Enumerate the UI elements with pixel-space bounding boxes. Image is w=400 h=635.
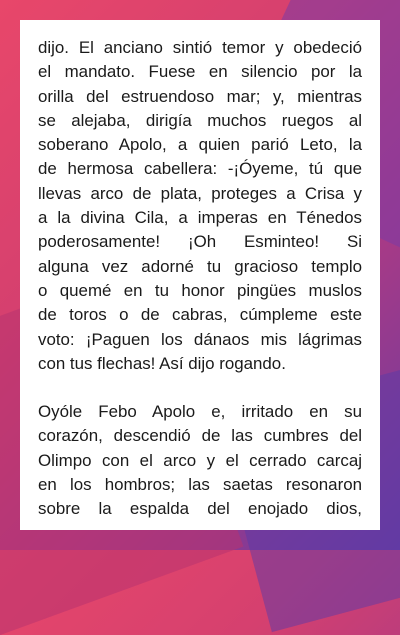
text-line: dijo. El anciano sintió temor y obedeció xyxy=(38,38,362,57)
text-line: orilla del estruendoso mar; y, mientras xyxy=(38,86,362,106)
text-line: de toros o de cabras, cúmpleme este xyxy=(38,305,362,325)
text-line: alguna vez adorné tu gracioso templo xyxy=(38,256,362,276)
text-line: a la divina Cila, a imperas en Ténedos xyxy=(38,208,362,228)
text-line: en los hombros; las saetas resonaron xyxy=(38,475,362,495)
text-line: Olimpo con el arco y el cerrado carcaj xyxy=(38,450,362,470)
text-line: o quemé en tu honor pingües muslos xyxy=(38,280,362,300)
text-line: Oyóle Febo Apolo e, irritado en su xyxy=(38,402,362,422)
text-line: sobre la espalda del enojado dios, xyxy=(38,499,362,519)
text-line: se alejaba, dirigía muchos ruegos al xyxy=(38,110,362,130)
text-line: poderosamente! ¡Oh Esminteo! Si xyxy=(38,232,362,252)
paragraph-1 xyxy=(38,36,362,376)
text-line: de hermosa cabellera: -¡Óyeme, tú que xyxy=(38,159,362,179)
text-panel xyxy=(20,20,380,530)
text-line: soberano Apolo, a quien parió Leto, la xyxy=(38,135,362,155)
text-line: llevas arco de plata, proteges a Crisa y xyxy=(38,183,362,203)
text-line: el mandato. Fuese en silencio por la xyxy=(38,62,362,82)
text-line: con tus flechas! Así dijo rogando. xyxy=(38,353,286,373)
text-line: corazón, descendió de las cumbres del xyxy=(38,426,362,446)
text-line: voto: ¡Paguen los dánaos mis lágrimas xyxy=(38,329,362,349)
paragraph-2 xyxy=(38,400,362,521)
